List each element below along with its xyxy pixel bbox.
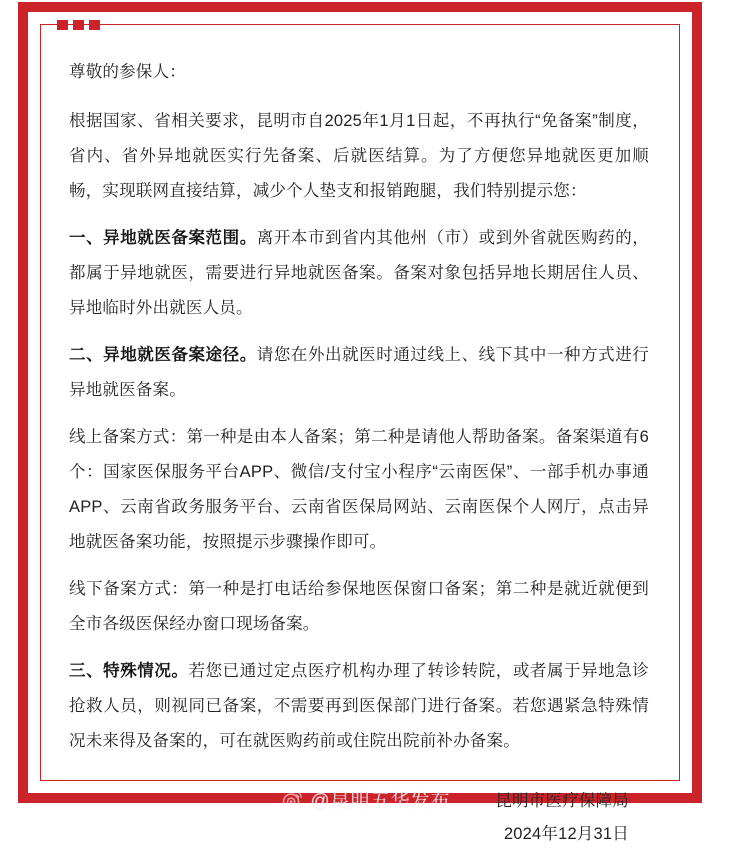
decoration-square-1 [57,20,68,30]
signature-date: 2024年12月31日 [503,825,629,843]
section-two-text: 请您在外出就医时通过线上、线下其中一种方式进行异地就医备案。 [69,346,649,399]
salutation: 尊敬的参保人： [69,63,186,81]
section-three-heading: 三、特殊情况。 [69,662,189,680]
decoration-square-2 [73,20,84,30]
paragraph-intro [69,104,649,209]
outer-red-frame [18,2,702,843]
section-one-text: 离开本市到省内其他州（市）或到外省就医购药的，都属于异地就医，需要进行异地就医备案。备案对象包括异地长期居住人员、异地临时外出就医人员。 [69,229,649,317]
paragraph-intro-text: 根据国家、省相关要求，昆明市自2025年1月1日起，不再执行“免备案”制度，省内、省外异地就医实行先备案、后就医结算。为了方便您异地就医更加顺畅，实现联网直接结算，减少个人垫支和报销跑腿，我们特别提示您： [69,112,649,200]
signature-organization: 昆明市医疗保障局 [495,792,629,810]
signature-block [69,785,649,851]
weibo-handle: @昆明五华发布 [310,791,451,812]
paragraph-section-three [69,654,649,759]
corner-decoration-dots [57,20,100,30]
paragraph-online-channels [69,420,649,560]
paragraph-section-two [69,338,649,408]
paragraph-section-one [69,221,649,326]
decoration-square-3 [89,20,100,30]
offline-channels-text: 线下备案方式：第一种是打电话给参保地医保窗口备案；第二种是就近就便到全市各级医保经办窗口现场备案。 [69,580,649,633]
paragraph-offline-channels [69,572,649,642]
online-channels-text: 线上备案方式：第一种是由本人备案；第二种是请他人帮助备案。备案渠道有6个：国家医保服务平台APP、微信/支付宝小程序“云南医保”、一部手机办事通APP、云南省政务服务平台、云南省医保局网站、云南医保个人网厅，点击异地就医备案功能，按照提示步骤操作即可。 [69,428,649,551]
section-three-text: 若您已通过定点医疗机构办理了转诊转院，或者属于异地急诊抢救人员，则视同已备案，不需要再到医保部门进行备案。若您遇紧急特殊情况未来得及备案的，可在就医购药前或住院出院前补办备案。 [69,662,650,750]
section-one-heading: 一、异地就医备案范围。 [69,229,257,247]
section-two-heading: 二、异地就医备案途径。 [69,346,257,364]
